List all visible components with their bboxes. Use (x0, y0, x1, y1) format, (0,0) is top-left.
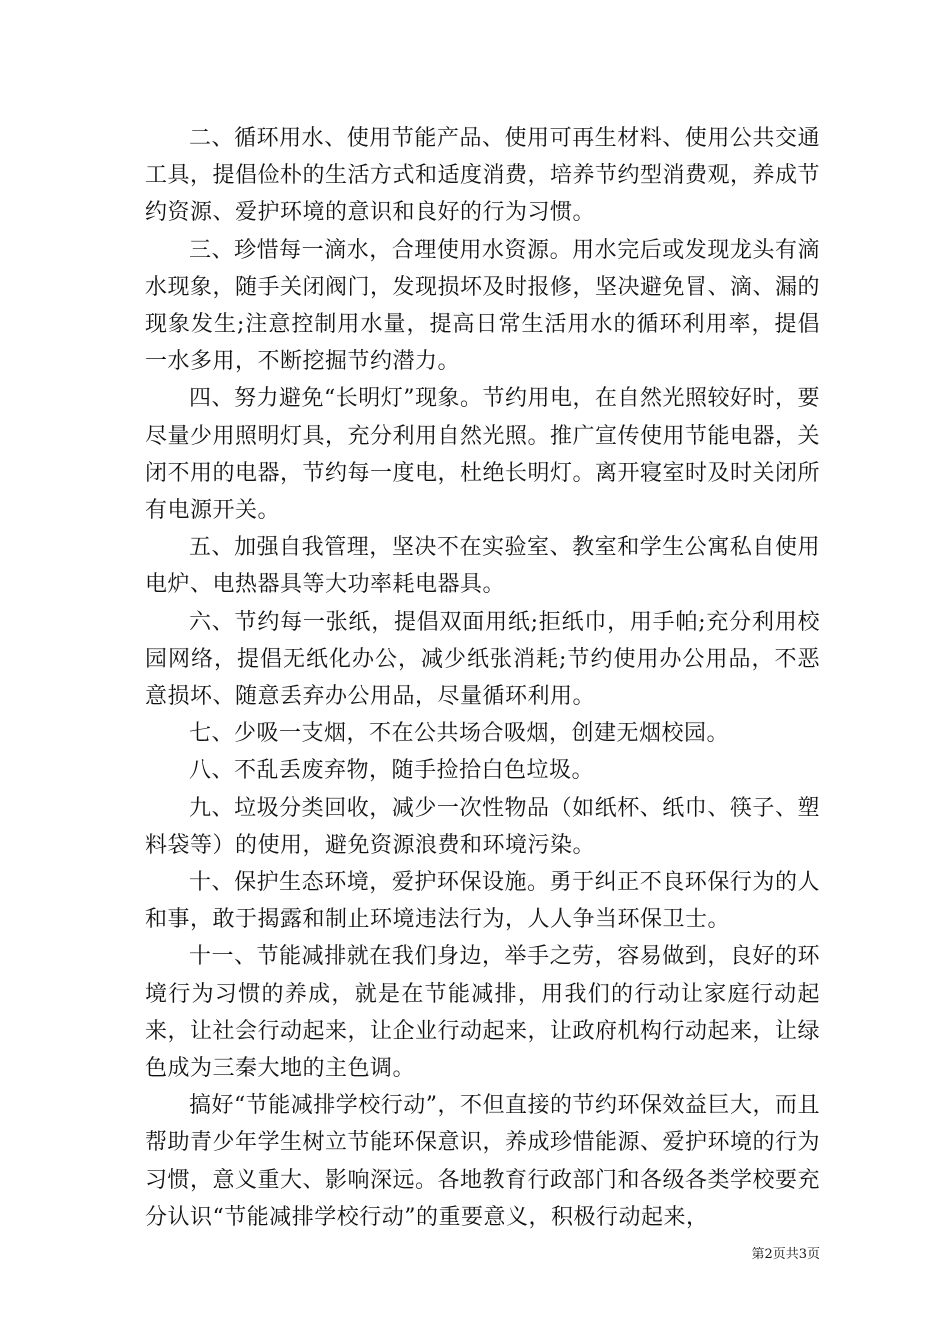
paragraph-5: 五、加强自我管理，坚决不在实验室、教室和学生公寓私自使用电炉、电热器具等大功率耗电器具。 (145, 535, 820, 598)
paragraph-11: 十一、节能减排就在我们身边，举手之劳，容易做到，良好的环境行为习惯的养成，就是在节能减排，用我们的行动让家庭行动起来，让社会行动起来，让企业行动起来，让政府机构行动起来，让绿色成为三秦大地的主色调。 (145, 944, 821, 1082)
paragraph-4: 四、努力避免“长明灯”现象。节约用电，在自然光照较好时，要尽量少用照明灯具，充分利用自然光照。推广宣传使用节能电器，关闭不用的电器，节约每一度电，杜绝长明灯。离开寝室时及时关闭所有电源开关。 (145, 386, 821, 524)
paragraph-closing: 搞好“节能减排学校行动”，不但直接的节约环保效益巨大，而且帮助青少年学生树立节能环保意识，养成珍惜能源、爱护环境的行为习惯，意义重大、影响深远。各地教育行政部门和各级各类学校要充分认识“节能减排学校行动”的重要意义，积极行动起来， (145, 1093, 821, 1230)
paragraph-3: 三、珍惜每一滴水，合理使用水资源。用水完后或发现龙头有滴水现象，随手关闭阀门，发现损坏及时报修，坚决避免冒、滴、漏的现象发生;注意控制用水量，提高日常生活用水的循环利用率，提倡一水多用，不断挖掘节约潜力。 (145, 237, 821, 375)
paragraph-7: 七、少吸一支烟，不在公共场合吸烟，创建无烟校园。 (189, 721, 730, 747)
paragraph-10: 十、保护生态环境，爱护环保设施。勇于纠正不良环保行为的人和事，敢于揭露和制止环境违法行为，人人争当环保卫士。 (145, 870, 820, 933)
page-number-footer: 第2页共3页 (751, 1247, 820, 1262)
paragraph-2: 二、循环用水、使用节能产品、使用可再生材料、使用公共交通工具，提倡俭朴的生活方式和适度消费，培养节约型消费观，养成节约资源、爱护环境的意识和良好的行为习惯。 (145, 126, 821, 226)
paragraph-8: 八、不乱丢废弃物，随手捡拾白色垃圾。 (189, 758, 595, 784)
paragraph-9: 九、垃圾分类回收，减少一次性物品（如纸杯、纸巾、筷子、塑料袋等）的使用，避免资源浪费和环境污染。 (145, 795, 820, 858)
document-body (145, 120, 820, 1236)
paragraph-6: 六、节约每一张纸，提倡双面用纸;拒纸巾，用手帕;充分利用校园网络，提倡无纸化办公，减少纸张消耗;节约使用办公用品，不恶意损坏、随意丢弃办公用品，尽量循环利用。 (145, 609, 820, 710)
